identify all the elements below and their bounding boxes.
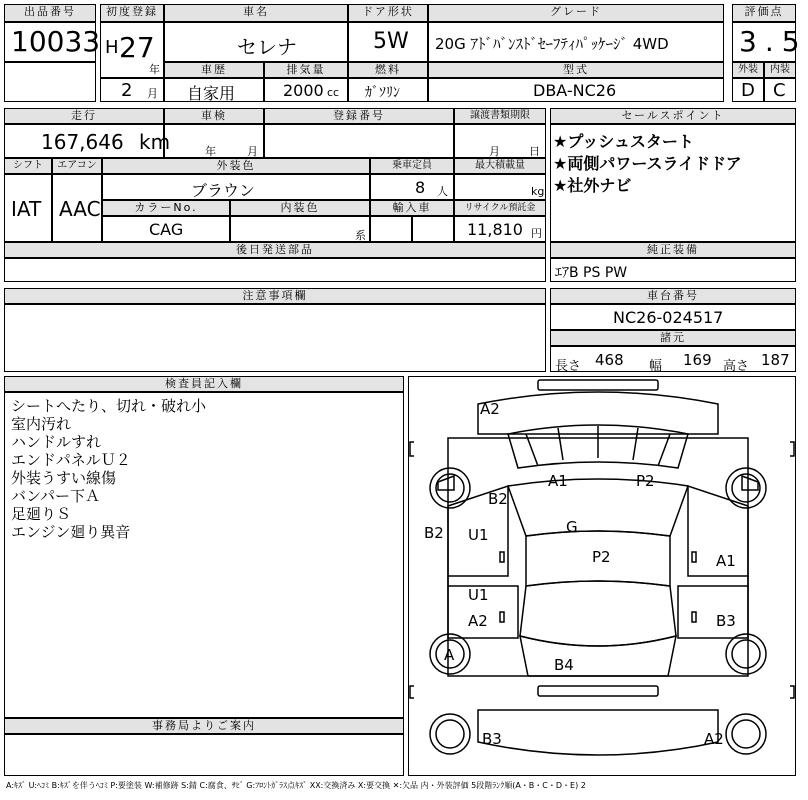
interior-header: 内装 [764, 62, 796, 78]
chassis-no: NC26-024517 [613, 308, 724, 327]
displacement: 2000 [283, 81, 324, 100]
inspector-note: バンパー下Ａ [11, 487, 100, 505]
factory-equip: ｴｱB PS PW [555, 265, 628, 281]
first-reg-year-cell [100, 22, 164, 78]
transfer-month-unit: 月 [489, 145, 500, 158]
color-no-cell [102, 216, 230, 242]
sales-points-header: セールスポイント [550, 108, 796, 124]
damage-mark: A2 [468, 612, 488, 630]
inspection-cell [164, 124, 264, 158]
capacity-header: 乗車定員 [370, 158, 454, 174]
sales-point: ★社外ナビ [553, 176, 632, 195]
mileage-cell [4, 124, 171, 158]
height-label: 高さ [723, 359, 750, 374]
damage-mark: P2 [592, 548, 611, 566]
history: 自家用 [187, 84, 236, 103]
interior-score: C [773, 80, 786, 101]
inspector-note: 室内汚れ [11, 415, 72, 433]
import-header: 輸入車 [370, 200, 454, 216]
lot-no-header: 出品番号 [4, 4, 96, 22]
fuel: ｶﾞｿﾘﾝ [365, 85, 400, 101]
max-load-unit: kg [531, 185, 545, 198]
history-header: 車歴 [164, 62, 264, 78]
damage-mark: U1 [468, 586, 489, 604]
shift: IAT [11, 197, 42, 221]
factory-equip-header: 純正装備 [550, 242, 796, 258]
damage-mark: A1 [548, 472, 568, 490]
damage-mark: A2 [704, 730, 724, 748]
inspector-note: 外装うすい線傷 [11, 469, 117, 487]
inspector-note: エンドパネルＵ２ [11, 451, 131, 469]
score: 3.5 [739, 25, 808, 58]
damage-mark: A [444, 646, 455, 664]
office-cell [4, 734, 404, 776]
damage-mark: A1 [716, 552, 736, 570]
grade: 20G ｱﾄﾞﾊﾞﾝｽﾄﾞｾｰﾌﾃｨﾊﾟｯｹｰｼﾞ 4WD [435, 35, 669, 53]
fuel-cell [348, 78, 428, 102]
grade-header: グレード [428, 4, 724, 22]
color-no-header: カラーNo. [102, 200, 230, 216]
shift-header: シフト [4, 158, 52, 174]
legend: A:ｷｽﾞ U:ﾍｺﾐ B:ｷｽﾞを伴うﾍｺﾐ P:要塗装 W:補修跡 S:錆 C:腐食、ｻﾋﾞ G:ﾌﾛﾝﾄｶﾞﾗｽ点ｷｽﾞ XX:交換済み X:要交換 ✕:欠品 内・外装評価 5段階ﾗﾝｸ順(A・B・C・D・E) 2 [6, 781, 586, 790]
door-cell [348, 22, 428, 62]
score-header: 評価点 [732, 4, 796, 22]
ext-color: ブラウン [191, 181, 256, 200]
car-name: セレナ [237, 35, 297, 59]
mileage-header: 走行 [4, 108, 164, 124]
recycle-unit: 円 [531, 227, 542, 240]
shift-cell [4, 174, 52, 242]
max-load-cell [454, 174, 546, 200]
capacity-unit: 人 [437, 185, 448, 198]
dims-cell [550, 346, 796, 372]
height: 187 [761, 351, 790, 369]
recycle-cell [454, 216, 546, 242]
reg-month: 2 [121, 80, 133, 101]
later-parts-cell [4, 258, 546, 282]
inspector-header: 検査員記入欄 [4, 376, 404, 392]
month-unit: 月 [147, 87, 158, 100]
int-color-header: 内装色 [230, 200, 370, 216]
door-header: ドア形状 [348, 4, 428, 22]
displacement-header: 排気量 [264, 62, 348, 78]
damage-mark: G [566, 518, 578, 536]
chassis-cell [550, 304, 796, 330]
recycle-header: リサイクル預託金 [454, 200, 546, 216]
inspector-note: 足廻りＳ [11, 505, 72, 523]
capacity: 8 [415, 178, 426, 197]
mileage-unit: km [139, 130, 171, 154]
notes-cell [4, 304, 546, 372]
ac-cell [52, 174, 102, 242]
damage-mark: P2 [636, 472, 655, 490]
sales-point: ★両側パワースライドドア [553, 154, 742, 173]
ext-color-cell [102, 174, 370, 200]
transfer-day-unit: 日 [529, 145, 540, 158]
damage-mark: U1 [468, 526, 489, 544]
model: DBA-NC26 [533, 81, 617, 100]
length: 468 [595, 351, 624, 369]
ext-color-header: 外装色 [102, 158, 370, 174]
int-color-cell [230, 216, 370, 242]
damage-mark: B2 [488, 490, 508, 508]
sales-points-box [550, 124, 796, 242]
office-header: 事務局よりご案内 [4, 718, 404, 734]
inspector-box [4, 392, 404, 718]
import-cell-a [370, 216, 412, 242]
inspector-note: ハンドルすれ [11, 433, 102, 451]
damage-mark: B3 [482, 730, 502, 748]
score-cell [732, 22, 808, 62]
exterior-score: D [741, 80, 755, 101]
inspector-note: シートへたり、切れ・破れ小 [11, 397, 207, 415]
transfer-header: 譲渡書類期限 [454, 108, 546, 124]
reg-no-cell [264, 124, 454, 158]
width-label: 幅 [649, 359, 663, 374]
fuel-header: 燃料 [348, 62, 428, 78]
reg-year: 27 [119, 31, 155, 64]
model-header: 型式 [428, 62, 724, 78]
ac-header: エアコン [52, 158, 102, 174]
door-type: 5W [373, 29, 409, 54]
length-label: 長さ [555, 359, 582, 374]
inspection-month-unit: 月 [247, 145, 258, 158]
notes-header: 注意事項欄 [4, 288, 546, 304]
first-reg-month-cell [100, 78, 164, 102]
lot-no: 10033 [11, 25, 101, 58]
lot-no-empty [4, 62, 96, 102]
factory-equip-cell [550, 258, 796, 282]
chassis-header: 車台番号 [550, 288, 796, 304]
displacement-cell [264, 78, 348, 102]
int-color-unit: 系 [355, 229, 366, 242]
car-diagram [408, 376, 796, 776]
displacement-unit: cc [327, 86, 340, 99]
inspector-note: エンジン廻り異音 [11, 523, 131, 541]
damage-mark: A2 [480, 400, 500, 418]
max-load-header: 最大積載量 [454, 158, 546, 174]
exterior-cell [732, 78, 764, 102]
later-parts-header: 後日発送部品 [4, 242, 546, 258]
damage-mark: B2 [424, 524, 444, 542]
recycle: 11,810 [467, 220, 523, 239]
car-name-header: 車名 [164, 4, 348, 22]
lot-no-cell [4, 22, 101, 62]
damage-mark: B4 [554, 656, 574, 674]
mileage: 167,646 [41, 130, 124, 154]
damage-mark: B3 [716, 612, 736, 630]
inspection-year-unit: 年 [205, 145, 216, 158]
era: H [105, 37, 119, 58]
capacity-cell [370, 174, 454, 200]
color-no: CAG [149, 220, 184, 239]
history-cell [164, 78, 264, 102]
car-name-cell [164, 22, 348, 62]
transfer-cell [454, 124, 546, 158]
inspection-header: 車検 [164, 108, 264, 124]
interior-cell [764, 78, 796, 102]
width: 169 [683, 351, 712, 369]
grade-cell [428, 22, 724, 62]
reg-no-header: 登録番号 [264, 108, 454, 124]
model-cell [428, 78, 724, 102]
year-unit: 年 [149, 63, 160, 76]
exterior-header: 外装 [732, 62, 764, 78]
dims-header: 諸元 [550, 330, 796, 346]
ac: AAC [59, 197, 101, 221]
first-reg-header: 初度登録 [100, 4, 164, 22]
import-cell-b [412, 216, 454, 242]
sales-point: ★プッシュスタート [553, 132, 694, 151]
